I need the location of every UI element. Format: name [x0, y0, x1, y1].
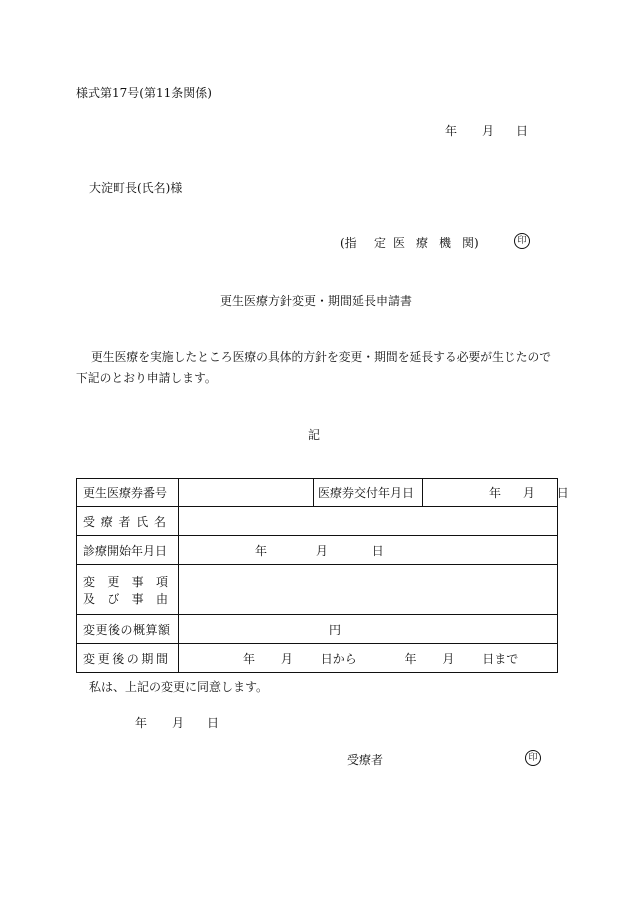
change-reason-field[interactable] — [179, 565, 558, 615]
label-char: 変 — [83, 651, 96, 666]
form-number: 様式第17号(第11条関係) — [76, 86, 212, 100]
table-row — [77, 479, 558, 507]
start-date-label: 診療開始年月日 — [77, 536, 179, 565]
document-title: 更生医療方針変更・期間延長申請書 — [220, 294, 413, 308]
ki-heading: 記 — [308, 428, 321, 442]
consent-day: 日 — [207, 716, 220, 730]
period-field[interactable] — [179, 644, 558, 673]
estimated-cost-label: 変更後の概算額 — [77, 615, 179, 644]
body-text-line2: 下記のとおり申請します。 — [76, 371, 217, 385]
issue-year: 年 — [489, 486, 502, 500]
label-char: 間 — [155, 651, 168, 666]
label-char: 更 — [107, 574, 120, 589]
label-char: 受 — [83, 514, 96, 529]
patient-name-label — [77, 507, 179, 536]
application-table — [76, 478, 569, 673]
consent-text: 私は、上記の変更に同意します。 — [89, 680, 269, 694]
institution-label-char: 定 — [374, 236, 387, 250]
label-char: び — [107, 591, 120, 606]
to-day: 日まで — [482, 651, 519, 666]
consent-year: 年 — [135, 716, 148, 730]
start-month: 月 — [315, 543, 328, 558]
start-year: 年 — [255, 543, 268, 558]
table-row — [77, 565, 558, 615]
addressee: 大淀町長(氏名)様 — [89, 181, 183, 195]
label-char: 後 — [112, 651, 125, 666]
institution-seal-icon: 印 — [514, 233, 530, 249]
to-month: 月 — [442, 651, 455, 666]
cost-unit: 円 — [329, 622, 342, 637]
issue-date-label: 医療券交付年月日 — [314, 479, 423, 507]
start-date-field[interactable] — [179, 536, 558, 565]
patient-signature-label: 受療者 — [347, 753, 384, 767]
from-year: 年 — [243, 651, 256, 666]
issue-month: 月 — [522, 486, 535, 500]
table-row — [77, 536, 558, 565]
institution-label-char: 医 — [393, 236, 406, 250]
label-char: 名 — [153, 514, 166, 529]
patient-seal-icon: 印 — [525, 750, 541, 766]
from-day: 日から — [320, 651, 357, 666]
label-char: 氏 — [136, 514, 149, 529]
ticket-number-label: 更生医療券番号 — [77, 479, 179, 507]
institution-label-char: (指 — [340, 236, 357, 250]
institution-label-char: 機 — [439, 236, 452, 250]
from-month: 月 — [280, 651, 293, 666]
label-char: 事 — [131, 574, 144, 589]
table-row — [77, 507, 558, 536]
ticket-number-field[interactable] — [179, 479, 314, 507]
label-char: 由 — [155, 591, 168, 606]
issue-date-field[interactable] — [423, 479, 569, 507]
change-reason-label — [77, 565, 179, 615]
start-day: 日 — [371, 543, 384, 558]
label-char: 変 — [83, 574, 96, 589]
label-char: 者 — [118, 514, 131, 529]
label-char: 更 — [97, 651, 110, 666]
label-char: 療 — [100, 514, 113, 529]
date-year: 年 — [445, 124, 458, 138]
issue-day: 日 — [556, 486, 569, 500]
consent-month: 月 — [172, 716, 185, 730]
label-char: 事 — [131, 591, 144, 606]
to-year: 年 — [404, 651, 417, 666]
table-row — [77, 644, 558, 673]
body-text-line1: 更生医療を実施したところ医療の具体的方針を変更・期間を延長する必要が生じたので — [91, 350, 552, 364]
institution-label-char: 療 — [416, 236, 429, 250]
label-char: 期 — [141, 651, 154, 666]
label-char: 及 — [83, 591, 96, 606]
label-char: の — [126, 651, 139, 666]
estimated-cost-field[interactable] — [179, 615, 558, 644]
date-month: 月 — [482, 124, 495, 138]
institution-label-char: 関) — [462, 236, 479, 250]
period-label — [77, 644, 179, 673]
table-row — [77, 615, 558, 644]
date-day: 日 — [516, 124, 529, 138]
patient-name-field[interactable] — [179, 507, 558, 536]
label-char: 項 — [155, 574, 168, 589]
